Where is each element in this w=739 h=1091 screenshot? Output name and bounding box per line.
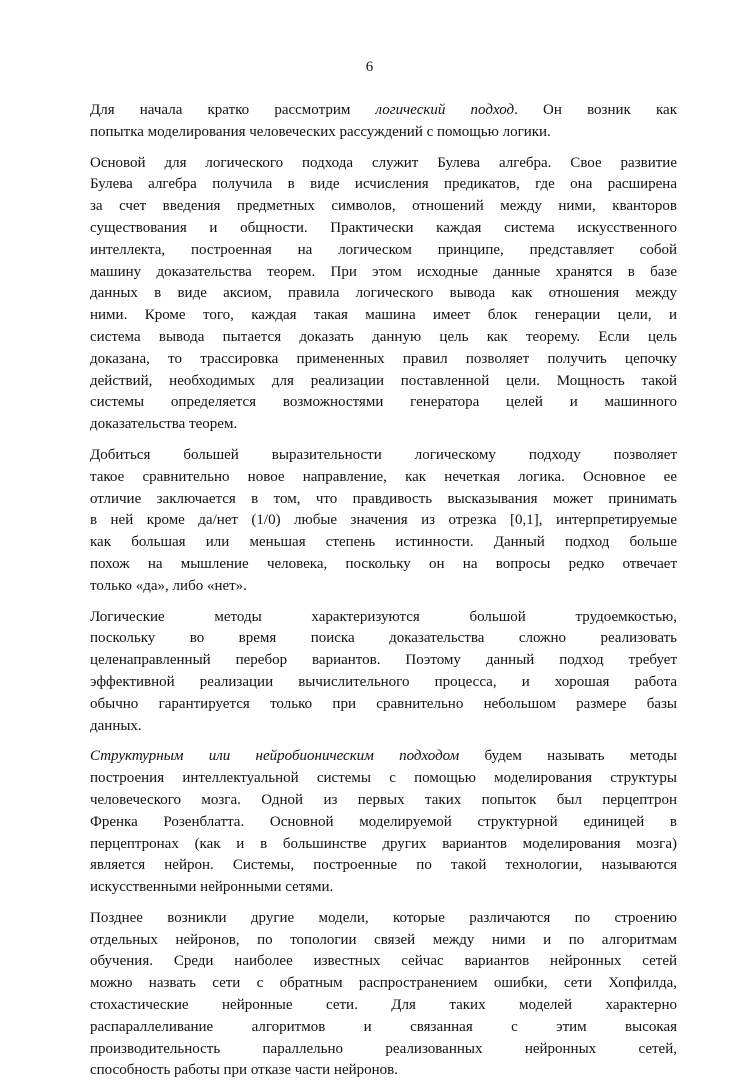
text-segment: интеллекта, построенная на логическом принципе, представляет собой <box>90 241 677 258</box>
text-segment: Булева алгебра получила в виде исчисления предикатов, где она расширена <box>90 176 677 193</box>
text-line <box>90 1017 677 1039</box>
text-segment: Основой для логического подхода служит Булева алгебра. Свое развитие <box>90 154 677 171</box>
text-line <box>90 628 677 650</box>
text-line <box>90 1060 677 1082</box>
text-segment: за счет введения предметных символов, отношений между ними, кванторов <box>90 198 677 215</box>
text-line <box>90 930 677 952</box>
text-segment: перцептронах (как и в большинстве других вариантов моделирования мозга) <box>90 835 677 852</box>
text-line <box>90 414 677 436</box>
text-segment: способность работы при отказе части нейронов. <box>90 1062 399 1079</box>
text-line <box>90 371 677 393</box>
text-segment: доказательства теорем. <box>90 416 238 433</box>
text-line <box>90 240 677 262</box>
paragraph <box>90 908 677 1082</box>
text-segment: эффективной реализации вычислительного процесса, и хорошая работа <box>90 673 677 690</box>
paragraph <box>90 746 677 899</box>
text-line <box>90 392 677 414</box>
paragraph <box>90 153 677 436</box>
text-line <box>90 122 677 144</box>
text-segment: системы определяется возможностями генератора целей и машинного <box>90 394 677 411</box>
text-segment: Добиться большей выразительности логическому подходу позволяет <box>90 446 677 463</box>
text-line <box>90 576 677 598</box>
text-line <box>90 650 677 672</box>
text-segment: человеческого мозга. Одной из первых таких попыток был перцептрон <box>90 791 677 808</box>
text-line <box>90 768 677 790</box>
text-line <box>90 174 677 196</box>
text-line <box>90 812 677 834</box>
text-segment: стохастические нейронные сети. Для таких моделей характерно <box>90 997 677 1014</box>
text-line <box>90 218 677 240</box>
text-line <box>90 153 677 175</box>
text-segment: Френка Розенблатта. Основной моделируемой структурной единицей в <box>90 813 677 830</box>
text-segment: распараллеливание алгоритмов и связанная с этим высокая <box>90 1018 677 1035</box>
text-segment: поскольку во время поиска доказательства сложно реализовать <box>90 630 677 647</box>
text-segment: можно назвать сети с обратным распространением ошибки, сети Хопфилда, <box>90 975 677 992</box>
text-line <box>90 908 677 930</box>
text-line <box>90 283 677 305</box>
text-segment: обычно гарантируется только при сравнительно небольшом размере базы <box>90 695 677 712</box>
text-segment: является нейрон. Системы, построенные по такой технологии, называются <box>90 857 677 874</box>
text-segment: доказана, то трассировка примененных правил позволяет получить цепочку <box>90 350 677 367</box>
text-line <box>90 790 677 812</box>
text-segment: такое сравнительно новое направление, как нечеткая логика. Основное ее <box>90 468 677 485</box>
italic-term: логический подход <box>375 102 515 118</box>
text-line <box>90 855 677 877</box>
text-segment: обучения. Среди наиболее известных сейчас вариантов нейронных сетей <box>90 953 677 970</box>
text-line <box>90 489 677 511</box>
text-segment: данных. <box>90 717 142 734</box>
text-segment: Для начала кратко рассмотрим <box>90 102 376 118</box>
text-segment: действий, необходимых для реализации поставленной цели. Мощность такой <box>90 372 677 389</box>
text-segment: отличие заключается в том, что правдивость высказывания может принимать <box>90 490 677 507</box>
text-line <box>90 445 677 467</box>
text-line <box>90 834 677 856</box>
text-line <box>90 607 677 629</box>
text-line <box>90 327 677 349</box>
text-segment: данных в виде аксиом, правила логического вывода как отношения между <box>90 285 677 302</box>
text-segment: построения интеллектуальной системы с помощью моделирования структуры <box>90 770 677 787</box>
text-line <box>90 672 677 694</box>
text-segment: как большая или меньшая степень истинности. Данный подход больше <box>90 534 677 551</box>
text-segment: . Он возник как <box>514 102 677 118</box>
text-line <box>90 1039 677 1061</box>
text-segment: попытка моделирования человеческих рассуждений с помощью логики. <box>90 123 551 140</box>
text-line <box>90 510 677 532</box>
paragraph <box>90 607 677 738</box>
text-segment: целенаправленный перебор вариантов. Поэтому данный подход требует <box>90 652 677 669</box>
text-line <box>90 716 677 738</box>
text-segment: существования и общности. Практически каждая система искусственного <box>90 219 677 236</box>
text-line <box>90 262 677 284</box>
text-segment: в ней кроме да/нет (1/0) любые значения из отрезка [0,1], интерпретируемые <box>90 512 677 529</box>
paragraph <box>90 100 677 144</box>
text-line <box>90 467 677 489</box>
body-text <box>90 100 677 1091</box>
text-line <box>90 995 677 1017</box>
text-segment: машину доказательства теорем. При этом исходные данные хранятся в базе <box>90 263 677 280</box>
text-segment: будем называть методы <box>459 748 678 765</box>
text-segment: похож на мышление человека, поскольку он на вопросы редко отвечает <box>90 555 677 572</box>
text-segment: Позднее возникли другие модели, которые различаются по строению <box>90 909 677 926</box>
page-number: 6 <box>365 59 374 75</box>
text-line <box>90 694 677 716</box>
text-line <box>90 100 677 122</box>
italic-term: Структурным или нейробионическим подходом <box>90 748 460 765</box>
text-line <box>90 554 677 576</box>
text-line <box>90 973 677 995</box>
text-line <box>90 532 677 554</box>
text-line <box>90 877 677 899</box>
text-segment: ними. Кроме того, каждая такая машина имеет блок генерации цели, и <box>90 307 677 324</box>
text-line <box>90 196 677 218</box>
text-segment: только «да», либо «нет». <box>90 577 247 594</box>
text-segment: Логические методы характеризуются большой трудоемкостью, <box>90 608 677 625</box>
text-segment: производительность параллельно реализованных нейронных сетей, <box>90 1040 677 1057</box>
text-line <box>90 951 677 973</box>
text-segment: отдельных нейронов, по топологии связей между ними и по алгоритмам <box>90 931 677 948</box>
text-line <box>90 349 677 371</box>
text-line <box>90 305 677 327</box>
text-line <box>90 746 677 768</box>
text-segment: искусственными нейронными сетями. <box>90 879 334 896</box>
paragraph <box>90 445 677 598</box>
text-segment: система вывода пытается доказать данную цель как теорему. Если цель <box>90 328 677 345</box>
